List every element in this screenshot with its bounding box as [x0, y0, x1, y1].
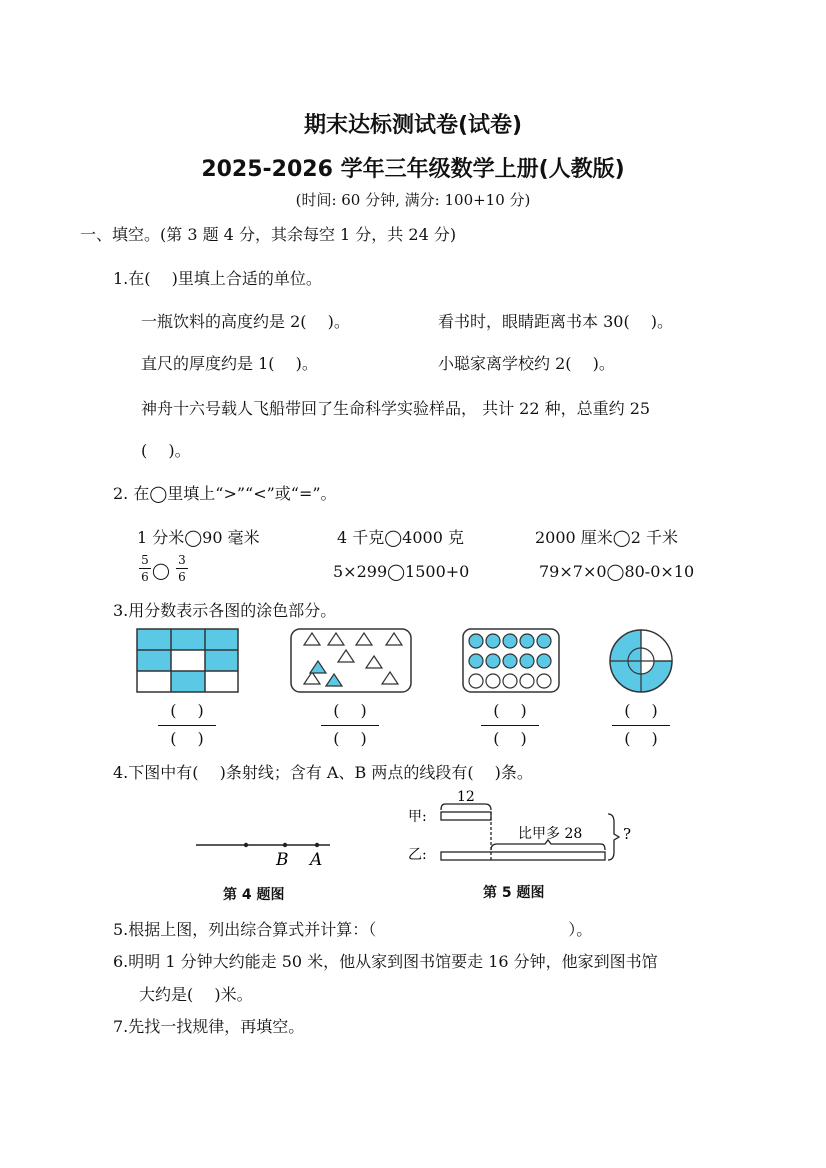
q1-stem: 1.在( )里填上合适的单位。 — [113, 269, 322, 288]
label-yi: 乙: — [408, 847, 427, 863]
q6-line1: 6.明明 1 分钟大约能走 50 米，他从家到图书馆要走 16 分钟，他家到图书馆 — [113, 952, 658, 971]
q3-answer-3[interactable] — [475, 700, 545, 750]
fraction-numerator: 5 — [141, 553, 149, 567]
answer-fraction-bar — [321, 725, 379, 726]
answer-numerator[interactable]: ( ) — [624, 701, 658, 720]
q3-stem: 3.用分数表示各图的涂色部分。 — [113, 601, 337, 620]
answer-fraction-bar — [158, 725, 216, 726]
q1-item-e-line1: 神舟十六号载人飞船带回了生命科学实验样品， 共计 22 种，总重约 25 — [141, 399, 651, 418]
point-label-a: A — [310, 850, 323, 870]
answer-numerator[interactable]: ( ) — [493, 701, 527, 720]
answer-numerator[interactable]: ( ) — [333, 701, 367, 720]
q3-figure-circles — [462, 628, 560, 694]
q2-fraction-left — [139, 553, 151, 584]
fraction-numerator: 3 — [178, 553, 186, 567]
q3-answer-1[interactable] — [152, 700, 222, 750]
answer-denominator[interactable]: ( ) — [493, 729, 527, 748]
q1-item-d: 小聪家离学校约 2( )。 — [438, 354, 615, 373]
q1-item-a: 一瓶饮料的高度约是 2( )。 — [141, 312, 350, 331]
q3-figure-ring — [608, 628, 674, 694]
q2-item-e: 5×299◯1500+0 — [333, 562, 470, 581]
q2-compare-circle: ◯ — [152, 561, 170, 580]
q2-fraction-right — [176, 553, 188, 584]
q2-stem: 2. 在◯里填上“>”“<”或“=”。 — [113, 484, 337, 503]
fraction-bar — [139, 568, 151, 569]
section-heading: 一、填空。(第 3 题 4 分，其余每空 1 分，共 24 分) — [80, 225, 457, 244]
answer-denominator[interactable]: ( ) — [333, 729, 367, 748]
q4-figure-line — [190, 830, 340, 870]
q5-figure-bars — [405, 786, 645, 866]
q5-caption: 第 5 题图 — [483, 885, 545, 901]
q1-item-b: 看书时，眼睛距离书本 30( )。 — [438, 312, 674, 331]
page-title: 期末达标测试卷(试卷) — [303, 113, 523, 138]
q5-text: 5.根据上图，列出综合算式并计算：（ ）。 — [113, 920, 593, 939]
fraction-denominator: 6 — [141, 570, 149, 584]
q3-figure-triangles — [290, 628, 412, 694]
q3-answer-2[interactable] — [315, 700, 385, 750]
q3-figure-grid — [136, 628, 240, 694]
label-jia: 甲: — [408, 809, 427, 825]
q2-item-c: 2000 厘米◯2 千米 — [535, 528, 678, 547]
page-subtitle: 2025-2026 学年三年级数学上册(人教版) — [201, 157, 625, 182]
point-label-b: B — [276, 850, 289, 870]
q2-item-b: 4 千克◯4000 克 — [337, 528, 464, 547]
q1-item-e-line2: ( )。 — [141, 441, 191, 460]
answer-fraction-bar — [612, 725, 670, 726]
answer-numerator[interactable]: ( ) — [170, 701, 204, 720]
q4-caption: 第 4 题图 — [223, 887, 285, 903]
q6-line2: 大约是( )米。 — [139, 985, 253, 1004]
label-12: 12 — [457, 789, 475, 805]
fraction-denominator: 6 — [178, 570, 186, 584]
q3-answer-4[interactable] — [606, 700, 676, 750]
label-question: ? — [623, 825, 632, 843]
fraction-bar — [176, 568, 188, 569]
label-more-28: 比甲多 28 — [518, 826, 583, 842]
answer-fraction-bar — [481, 725, 539, 726]
q2-item-a: 1 分米◯90 毫米 — [137, 528, 260, 547]
q1-item-c: 直尺的厚度约是 1( )。 — [141, 354, 318, 373]
answer-denominator[interactable]: ( ) — [170, 729, 204, 748]
answer-denominator[interactable]: ( ) — [624, 729, 658, 748]
q7-text: 7.先找一找规律，再填空。 — [113, 1017, 305, 1036]
q4-stem: 4.下图中有( )条射线；含有 A、B 两点的线段有( )条。 — [113, 763, 533, 782]
exam-meta: (时间: 60 分钟, 满分: 100+10 分) — [295, 191, 531, 209]
q2-item-f: 79×7×0◯80-0×10 — [539, 562, 695, 581]
